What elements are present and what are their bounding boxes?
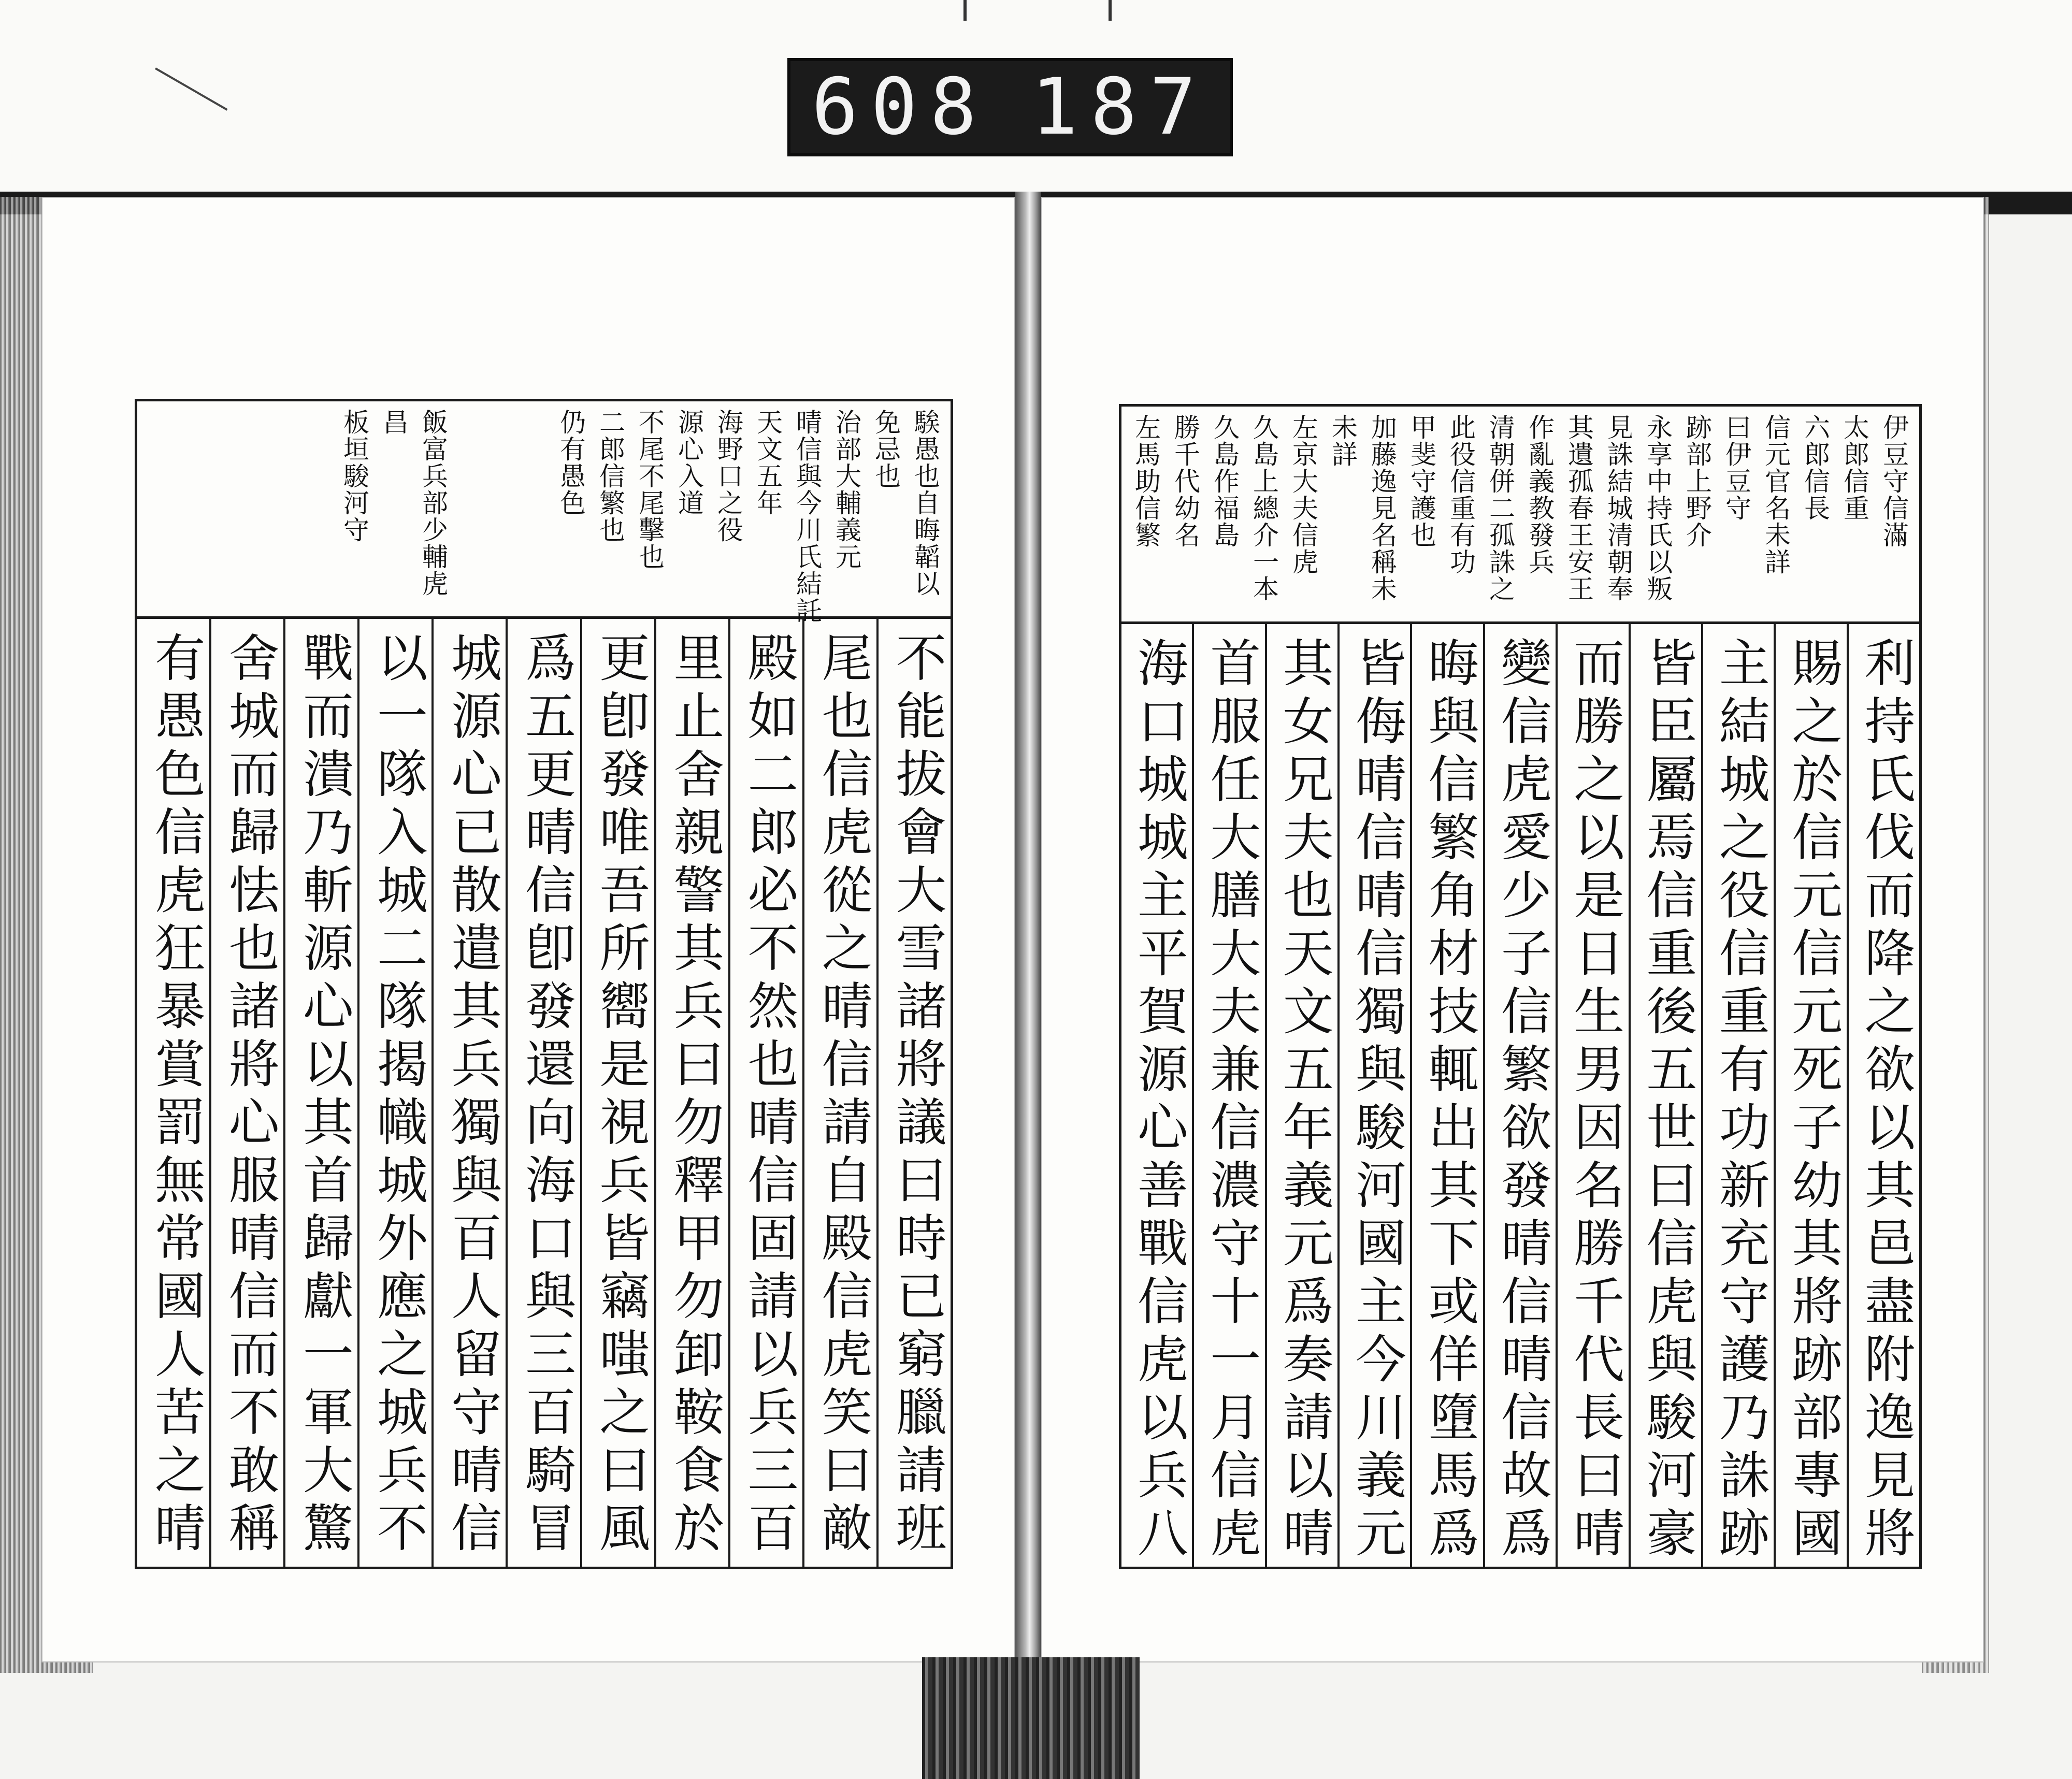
right-text-frame: [1119, 404, 1922, 1569]
text-column: 舍城而歸怯也諸將心服晴信而不敢稱: [211, 619, 285, 1567]
archive-frame-number: 187: [1031, 62, 1209, 152]
scan-tick: [963, 0, 967, 21]
text-column: 皆臣屬焉信重後五世曰信虎與駿河豪: [1631, 624, 1703, 1567]
annotation-line: 左京大夫信虎: [1288, 414, 1318, 575]
annotation-line: 勝千代幼名: [1170, 414, 1200, 548]
annotation-line: 治部大輔義元: [831, 409, 861, 570]
left-annotation-band: [137, 401, 951, 624]
binding-shadow: [922, 1657, 1140, 1779]
annotation-line: 海野口之役: [713, 409, 743, 543]
right-annotation-band: [1121, 407, 1919, 624]
right-main-text: [1121, 624, 1919, 1567]
text-column: 皆侮晴信晴信獨與駿河國主今川義元: [1340, 624, 1412, 1567]
scan-tick: [1109, 0, 1112, 21]
annotation-line: 久島上總介一本: [1249, 414, 1279, 602]
annotation-line: 永享中持氏以叛: [1643, 414, 1673, 602]
annotation-line: 信元官名未詳: [1761, 414, 1791, 575]
text-column: 不能拔會大雪諸將議曰時已窮臘請班: [887, 631, 946, 1559]
text-column: 里止舍親警其兵曰勿釋甲勿卸鞍食於: [656, 619, 730, 1567]
annotation-line: 作亂義教發兵: [1524, 414, 1555, 575]
text-column: 而勝之以是日生男因名勝千代長曰晴: [1558, 624, 1630, 1567]
annotation-line: 清朝併二孤誅之: [1485, 414, 1515, 602]
annotation-line: 太郎信重: [1839, 414, 1869, 522]
annotation-line: 仍有愚色: [556, 409, 586, 516]
text-column: 城源心已散遣其兵獨與百人留守晴信: [434, 619, 508, 1567]
annotation-line: 甲斐守護也: [1406, 414, 1436, 548]
annotation-line: 伊豆守信滿: [1879, 414, 1909, 548]
annotation-line: 飯富兵部少輔虎: [418, 409, 448, 597]
annotation-line: 騃愚也自晦韜以: [910, 409, 940, 597]
text-column: 戰而潰乃斬源心以其首歸獻一軍大驚: [285, 619, 359, 1567]
text-column: 晦與信繁角材技輒出其下或佯墮馬爲: [1412, 624, 1485, 1567]
text-column: 其女兄夫也天文五年義元爲奏請以晴: [1267, 624, 1340, 1567]
annotation-line: 曰伊豆守: [1721, 414, 1751, 522]
left-main-text: [137, 619, 951, 1567]
archive-number-label: [787, 58, 1233, 156]
text-column: 海口城城主平賀源心善戰信虎以兵八: [1121, 624, 1194, 1567]
annotation-line: 板垣駿河守: [339, 409, 369, 543]
left-text-frame: [135, 399, 953, 1569]
annotation-line: 見誅結城清朝奉: [1603, 414, 1633, 602]
annotation-line: 昌: [379, 409, 409, 436]
text-column: 殿如二郎必不然也晴信固請以兵三百: [730, 619, 804, 1567]
annotation-line: 跡部上野介: [1682, 414, 1712, 548]
text-column: 利持氏伐而降之欲以其邑盡附逸見將: [1856, 637, 1915, 1565]
text-column: 更卽發唯吾所嚮是視兵皆竊嗤之曰風: [582, 619, 656, 1567]
annotation-line: 二郎信繁也: [595, 409, 625, 543]
text-column: 尾也信虎從之晴信請自殿信虎笑曰敵: [804, 619, 879, 1567]
annotation-line: 未詳: [1328, 414, 1358, 468]
annotation-line: 六郎信長: [1800, 414, 1830, 522]
text-column: 首服任大膳大夫兼信濃守十一月信虎: [1194, 624, 1267, 1567]
annotation-line: 其遺孤春王安王: [1564, 414, 1594, 602]
book-gutter: [1015, 192, 1041, 1683]
annotation-line: 此役信重有功: [1446, 414, 1476, 575]
text-column: 以一隊入城二隊揭幟城外應之城兵不: [359, 619, 434, 1567]
annotation-line: 免忌也: [871, 409, 901, 489]
text-column: 賜之於信元信元死子幼其將跡部專國: [1776, 624, 1848, 1567]
annotation-line: 不尾不尾擊也: [635, 409, 665, 570]
annotation-line: 天文五年: [753, 409, 783, 516]
annotation-line: 左馬助信繁: [1131, 414, 1161, 548]
archive-reel-number: 608: [811, 62, 989, 152]
annotation-line: 加藤逸見名稱未: [1367, 414, 1397, 602]
annotation-line: 源心入道: [674, 409, 704, 516]
annotation-line: 久島作福島: [1210, 414, 1240, 548]
text-column: 有愚色信虎狂暴賞罰無常國人苦之晴: [137, 619, 211, 1567]
text-column: 爲五更晴信卽發還向海口與三百騎冒: [508, 619, 582, 1567]
annotation-line: 晴信與今川氏結託: [792, 409, 822, 624]
text-column: 變信虎愛少子信繁欲發晴信晴信故爲: [1485, 624, 1558, 1567]
text-column: 主結城之役信重有功新充守護乃誅跡: [1703, 624, 1776, 1567]
